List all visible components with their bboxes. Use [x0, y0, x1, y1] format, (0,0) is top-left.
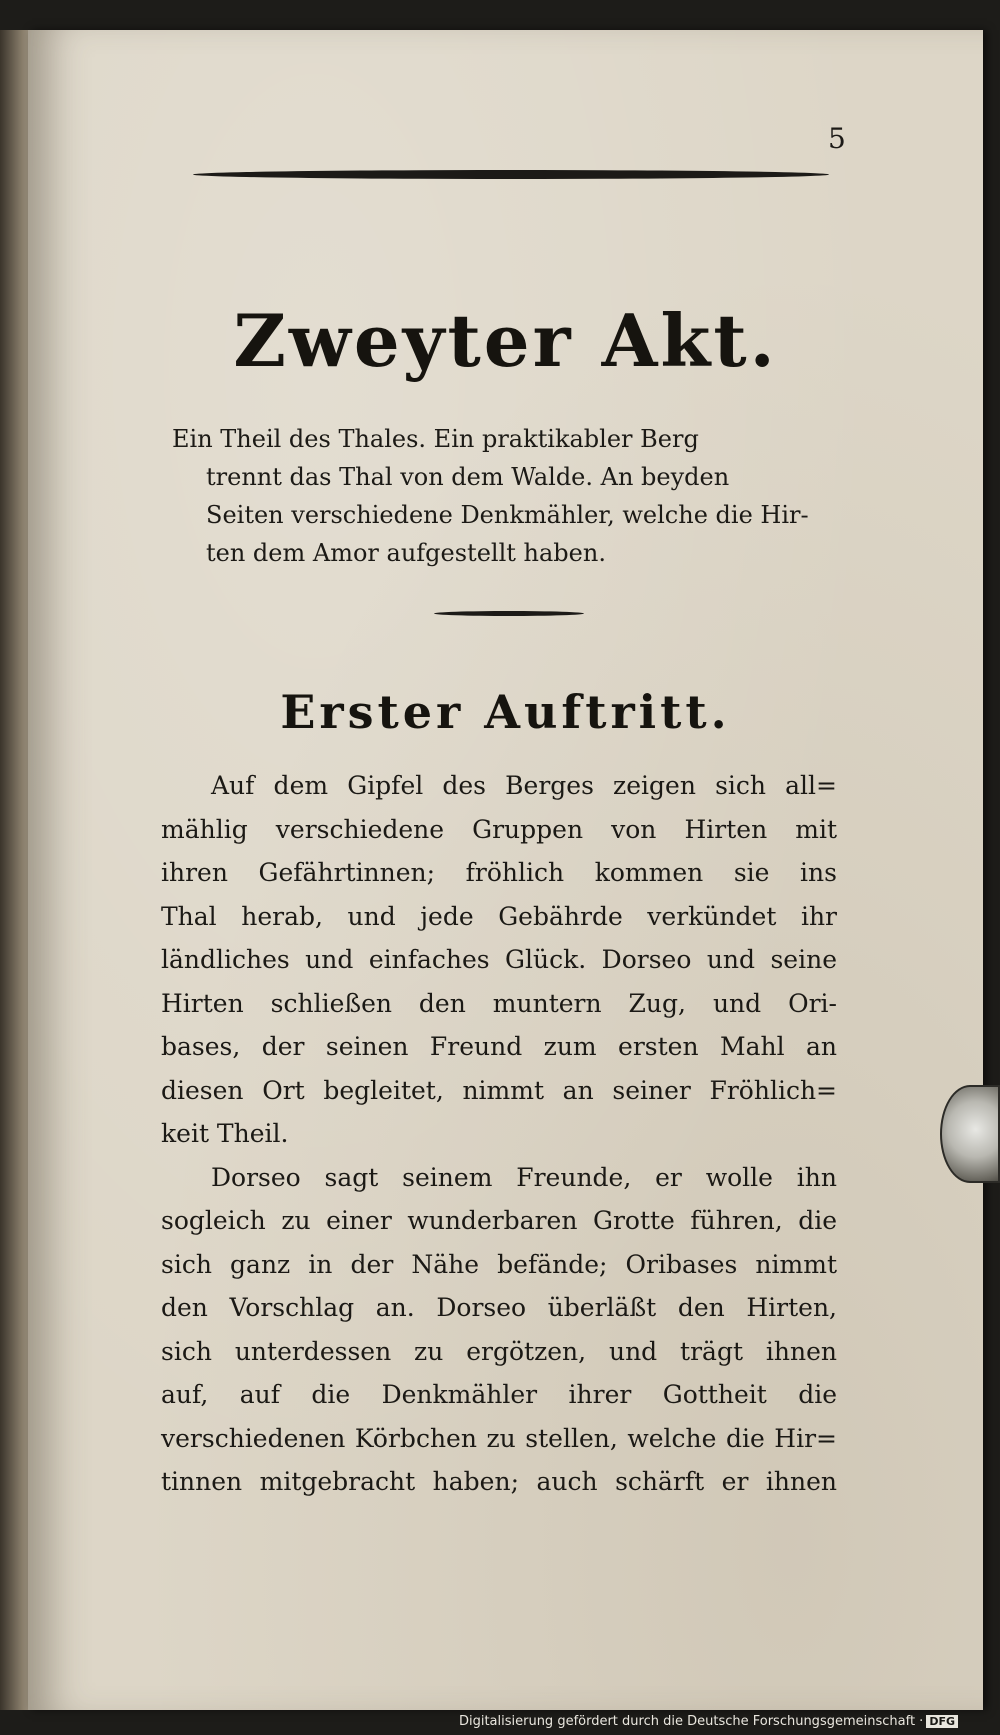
text-line: sich ganz in der Nähe befände; Oribases nimmt	[161, 1249, 837, 1279]
text-line: keit Theil.	[161, 1119, 289, 1148]
page-number: 5	[828, 122, 846, 155]
text-line: sogleich zu einer wunderbaren Grotte führen, die	[161, 1206, 837, 1235]
credit-text: Digitalisierung gefördert durch die Deutsche Forschungsgemeinschaft ·	[458, 1714, 924, 1729]
text-line: auf, auf die Denkmähler ihrer Gottheit die	[161, 1380, 837, 1409]
text-line: tinnen mitgebracht haben; auch schärft er ihnen	[161, 1467, 837, 1496]
book-clasp	[940, 1085, 1000, 1183]
scene-title: Erster Auftritt.	[280, 685, 731, 739]
digitization-credit	[459, 1714, 958, 1729]
text-line: Auf dem Gipfel des Berges zeigen sich all=	[211, 771, 837, 800]
scene-description-line: ten dem Amor aufgestellt haben.	[206, 539, 606, 567]
text-line: bases, der seinen Freund zum ersten Mahl an	[161, 1032, 837, 1061]
section-divider	[434, 611, 584, 616]
book-page	[28, 30, 983, 1710]
text-line: Thal herab, und jede Gebährde verkündet ihr	[161, 901, 837, 931]
text-line: ländliches und einfaches Glück. Dorseo und seine	[161, 945, 837, 974]
scene-description-line: Seiten verschiedene Denkmähler, welche die Hir-	[206, 501, 809, 529]
act-title: Zweyter Akt.	[233, 298, 778, 383]
scene-description-line: Ein Theil des Thales. Ein praktikabler Berg	[172, 425, 699, 453]
text-line: Hirten schließen den muntern Zug, und Ori-	[161, 988, 837, 1018]
scene-description-line: trennt das Thal von dem Walde. An beyden	[206, 463, 730, 491]
header-rule	[193, 170, 829, 179]
text-line: diesen Ort begleitet, nimmt an seiner Fröhlich=	[161, 1075, 837, 1105]
text-line: sich unterdessen zu ergötzen, und trägt ihnen	[161, 1336, 837, 1366]
body-text	[161, 764, 837, 1504]
text-line: den Vorschlag an. Dorseo überläßt den Hirten,	[161, 1293, 837, 1322]
text-line: mählig verschiedene Gruppen von Hirten mit	[161, 814, 837, 844]
scene-description	[172, 420, 846, 572]
text-line: ihren Gefährtinnen; fröhlich kommen sie ins	[161, 858, 837, 887]
dfg-logo: DFG	[926, 1715, 958, 1728]
text-line: Dorseo sagt seinem Freunde, er wolle ihn	[211, 1162, 837, 1192]
text-line: verschiedenen Körbchen zu stellen, welche die Hir=	[161, 1423, 837, 1453]
